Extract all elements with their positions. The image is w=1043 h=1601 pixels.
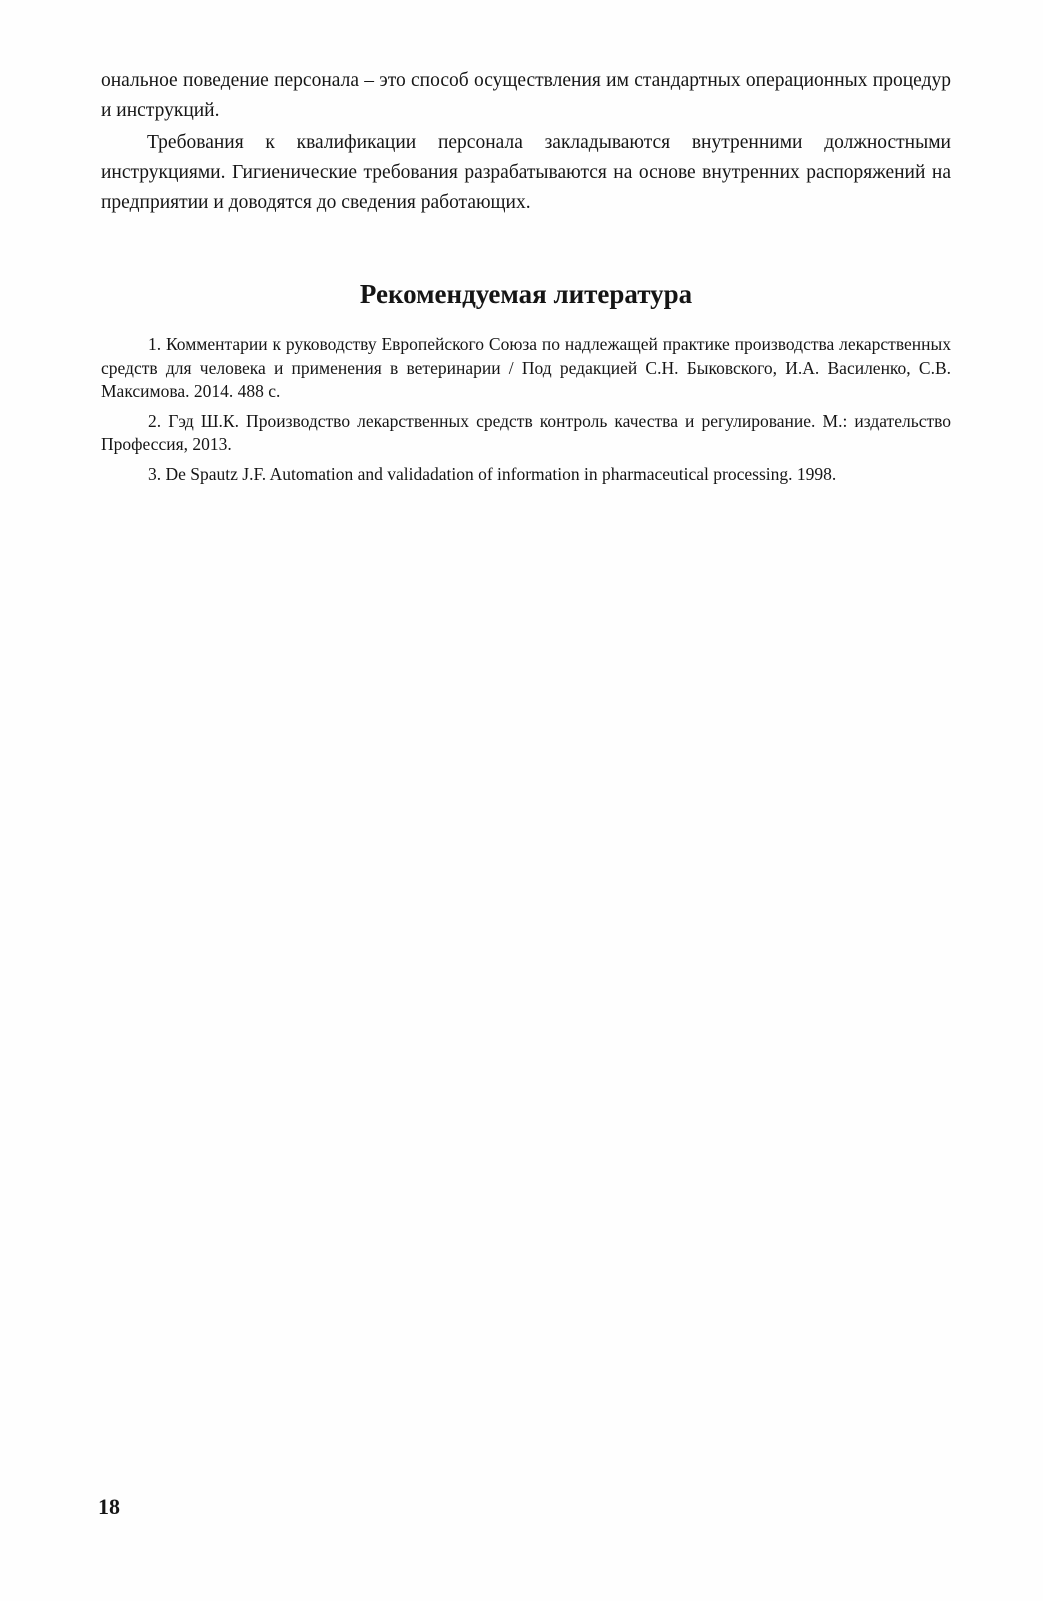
reference-item	[101, 410, 951, 457]
section-heading-literature: Рекомендуемая литература	[359, 279, 693, 309]
reference-number: 1.	[148, 334, 162, 354]
reference-list	[101, 333, 951, 492]
body-paragraph-continued: ональное поведение персонала – это способ осуществления им стандартных операционных процедур и инструкций.	[101, 70, 951, 121]
reference-text: De Spautz J.F. Automation and validadation of information in pharmaceutical processing. 1998.	[165, 463, 837, 484]
page-number: 18	[98, 1494, 120, 1519]
reference-number: 2.	[148, 410, 162, 431]
reference-number: 3.	[148, 463, 162, 484]
reference-item	[101, 463, 951, 487]
reference-item	[101, 333, 951, 404]
body-paragraph-qualification: Требования к квалификации персонала закладываются внутренними должностными инструкциями. Гигиенические требования разрабатываются на основе внутренних распоряжений на предприятии и доводятся до сведения работающих.	[101, 132, 951, 213]
reference-text: Гэд Ш.К. Производство лекарственных средств контроль качества и регулирование. М.: издательство Профессия, 2013.	[101, 410, 951, 454]
reference-text: Комментарии к руководству Европейского Союза по надлежащей практике производства лекарственных средств для человека и применения в ветеринарии / Под редакцией С.Н. Быковского, И.А. Василенко, С.В. Максимова. 2014. 488 с.	[101, 334, 951, 401]
